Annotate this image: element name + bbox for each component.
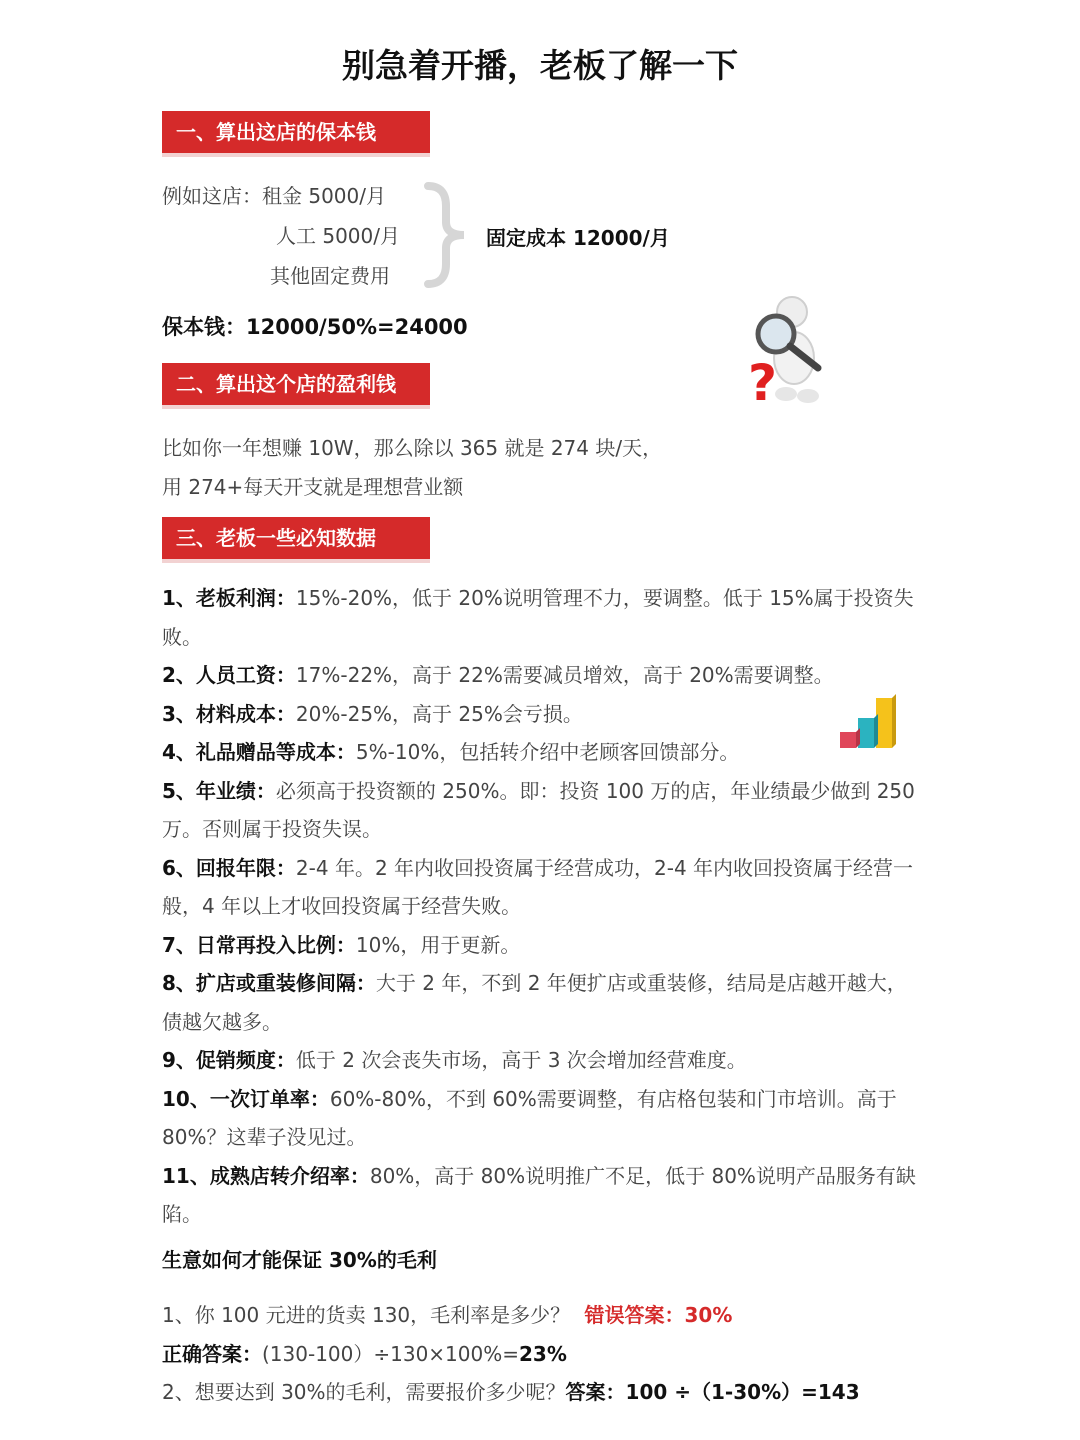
item-text: 5%-10%，包括转介绍中老顾客回馈部分。	[355, 740, 740, 764]
fixed-cost-total: 固定成本 12000/月	[486, 226, 670, 250]
data-list	[162, 579, 922, 1234]
item-label: 11、成熟店转介绍率：	[162, 1163, 370, 1188]
item-label: 1、老板利润：	[162, 586, 296, 610]
a1-formula: (130-100）÷130×100%=	[262, 1342, 519, 1366]
item-text: 17%-22%，高于 22%需要减员增效，高于 20%需要调整。	[295, 663, 834, 687]
margin-answer-1	[162, 1338, 567, 1367]
breakeven-formula: 保本钱：12000/50%=24000	[162, 315, 468, 339]
a1-result: 23%	[519, 1342, 567, 1366]
item-label: 3、材料成本：	[162, 701, 296, 726]
item-label: 4、礼品赠品等成本：	[162, 740, 356, 764]
list-item	[162, 733, 922, 772]
item-label: 9、促销频度：	[162, 1048, 296, 1072]
item-text: 60%-80%，不到 60%需要调整，有店格包装和门市培训。高于 80%？这辈子没见过。	[162, 1086, 897, 1149]
bar-chart-icon	[836, 692, 900, 754]
list-item	[162, 656, 922, 695]
section-1-heading: 一、算出这店的保本钱	[162, 111, 430, 153]
item-text: 80%，高于 80%说明推广不足，低于 80%说明产品服务有缺陷。	[162, 1163, 916, 1226]
margin-heading: 生意如何才能保证 30%的毛利	[162, 1248, 437, 1272]
list-item	[162, 849, 922, 926]
item-label: 2、人员工资：	[162, 663, 296, 687]
rent-value: 租金 5000/月	[262, 184, 386, 208]
rent-line	[162, 180, 386, 209]
list-item	[162, 1080, 922, 1157]
labor-line: 人工 5000/月	[276, 224, 400, 248]
item-label: 10、一次订单率：	[162, 1086, 330, 1111]
a2-label: 答案：	[565, 1380, 626, 1404]
page-title: 别急着开播，老板了解一下	[342, 46, 738, 85]
item-label: 6、回报年限：	[162, 855, 296, 880]
other-fixed-line: 其他固定费用	[270, 264, 390, 288]
a1-label: 正确答案：	[162, 1342, 262, 1366]
item-text: 必须高于投资额的 250%。即：投资 100 万的店，年业绩最少做到 250 万。否则属于投资失误。	[162, 778, 915, 841]
svg-text:?: ?	[748, 354, 778, 410]
margin-question-1	[162, 1299, 732, 1328]
profit-line-2: 用 274+每天开支就是理想营业额	[162, 475, 464, 499]
magnifier-question-icon	[742, 294, 838, 410]
list-item	[162, 579, 922, 656]
a2-value: 100 ÷（1-30%）=143	[625, 1380, 860, 1404]
item-label: 8、扩店或重装修间隔：	[162, 971, 376, 995]
section-2-heading: 二、算出这个店的盈利钱	[162, 363, 430, 405]
q1-text: 1、你 100 元进的货卖 130，毛利率是多少？	[162, 1303, 571, 1327]
rent-prefix: 例如这店：	[162, 184, 262, 208]
item-text: 20%-25%，高于 25%会亏损。	[295, 701, 583, 726]
section-3-heading: 三、老板一些必知数据	[162, 517, 430, 559]
list-item	[162, 1157, 922, 1234]
q1-wrong-answer: 错误答案：30%	[584, 1303, 733, 1327]
item-label: 7、日常再投入比例：	[162, 932, 356, 957]
item-text: 2-4 年。2 年内收回投资属于经营成功，2-4 年内收回投资属于经营一般，4 年以上才收回投资属于经营失败。	[162, 855, 914, 918]
q2-text: 2、想要达到 30%的毛利，需要报价多少呢？	[162, 1380, 566, 1404]
list-item	[162, 964, 922, 1041]
list-item	[162, 1041, 922, 1080]
item-text: 大于 2 年，不到 2 年便扩店或重装修，结局是店越开越大，债越欠越多。	[162, 971, 907, 1034]
item-label: 5、年业绩：	[162, 778, 276, 803]
list-item	[162, 695, 922, 734]
list-item	[162, 926, 922, 965]
item-text: 10%，用于更新。	[355, 932, 521, 957]
brace-icon	[420, 180, 470, 290]
list-item	[162, 772, 922, 849]
item-text: 低于 2 次会丧失市场，高于 3 次会增加经营难度。	[295, 1048, 747, 1072]
margin-question-2	[162, 1376, 860, 1405]
profit-line-1: 比如你一年想赚 10W，那么除以 365 就是 274 块/天，	[162, 436, 663, 460]
item-text: 15%-20%，低于 20%说明管理不力，要调整。低于 15%属于投资失败。	[162, 586, 914, 649]
